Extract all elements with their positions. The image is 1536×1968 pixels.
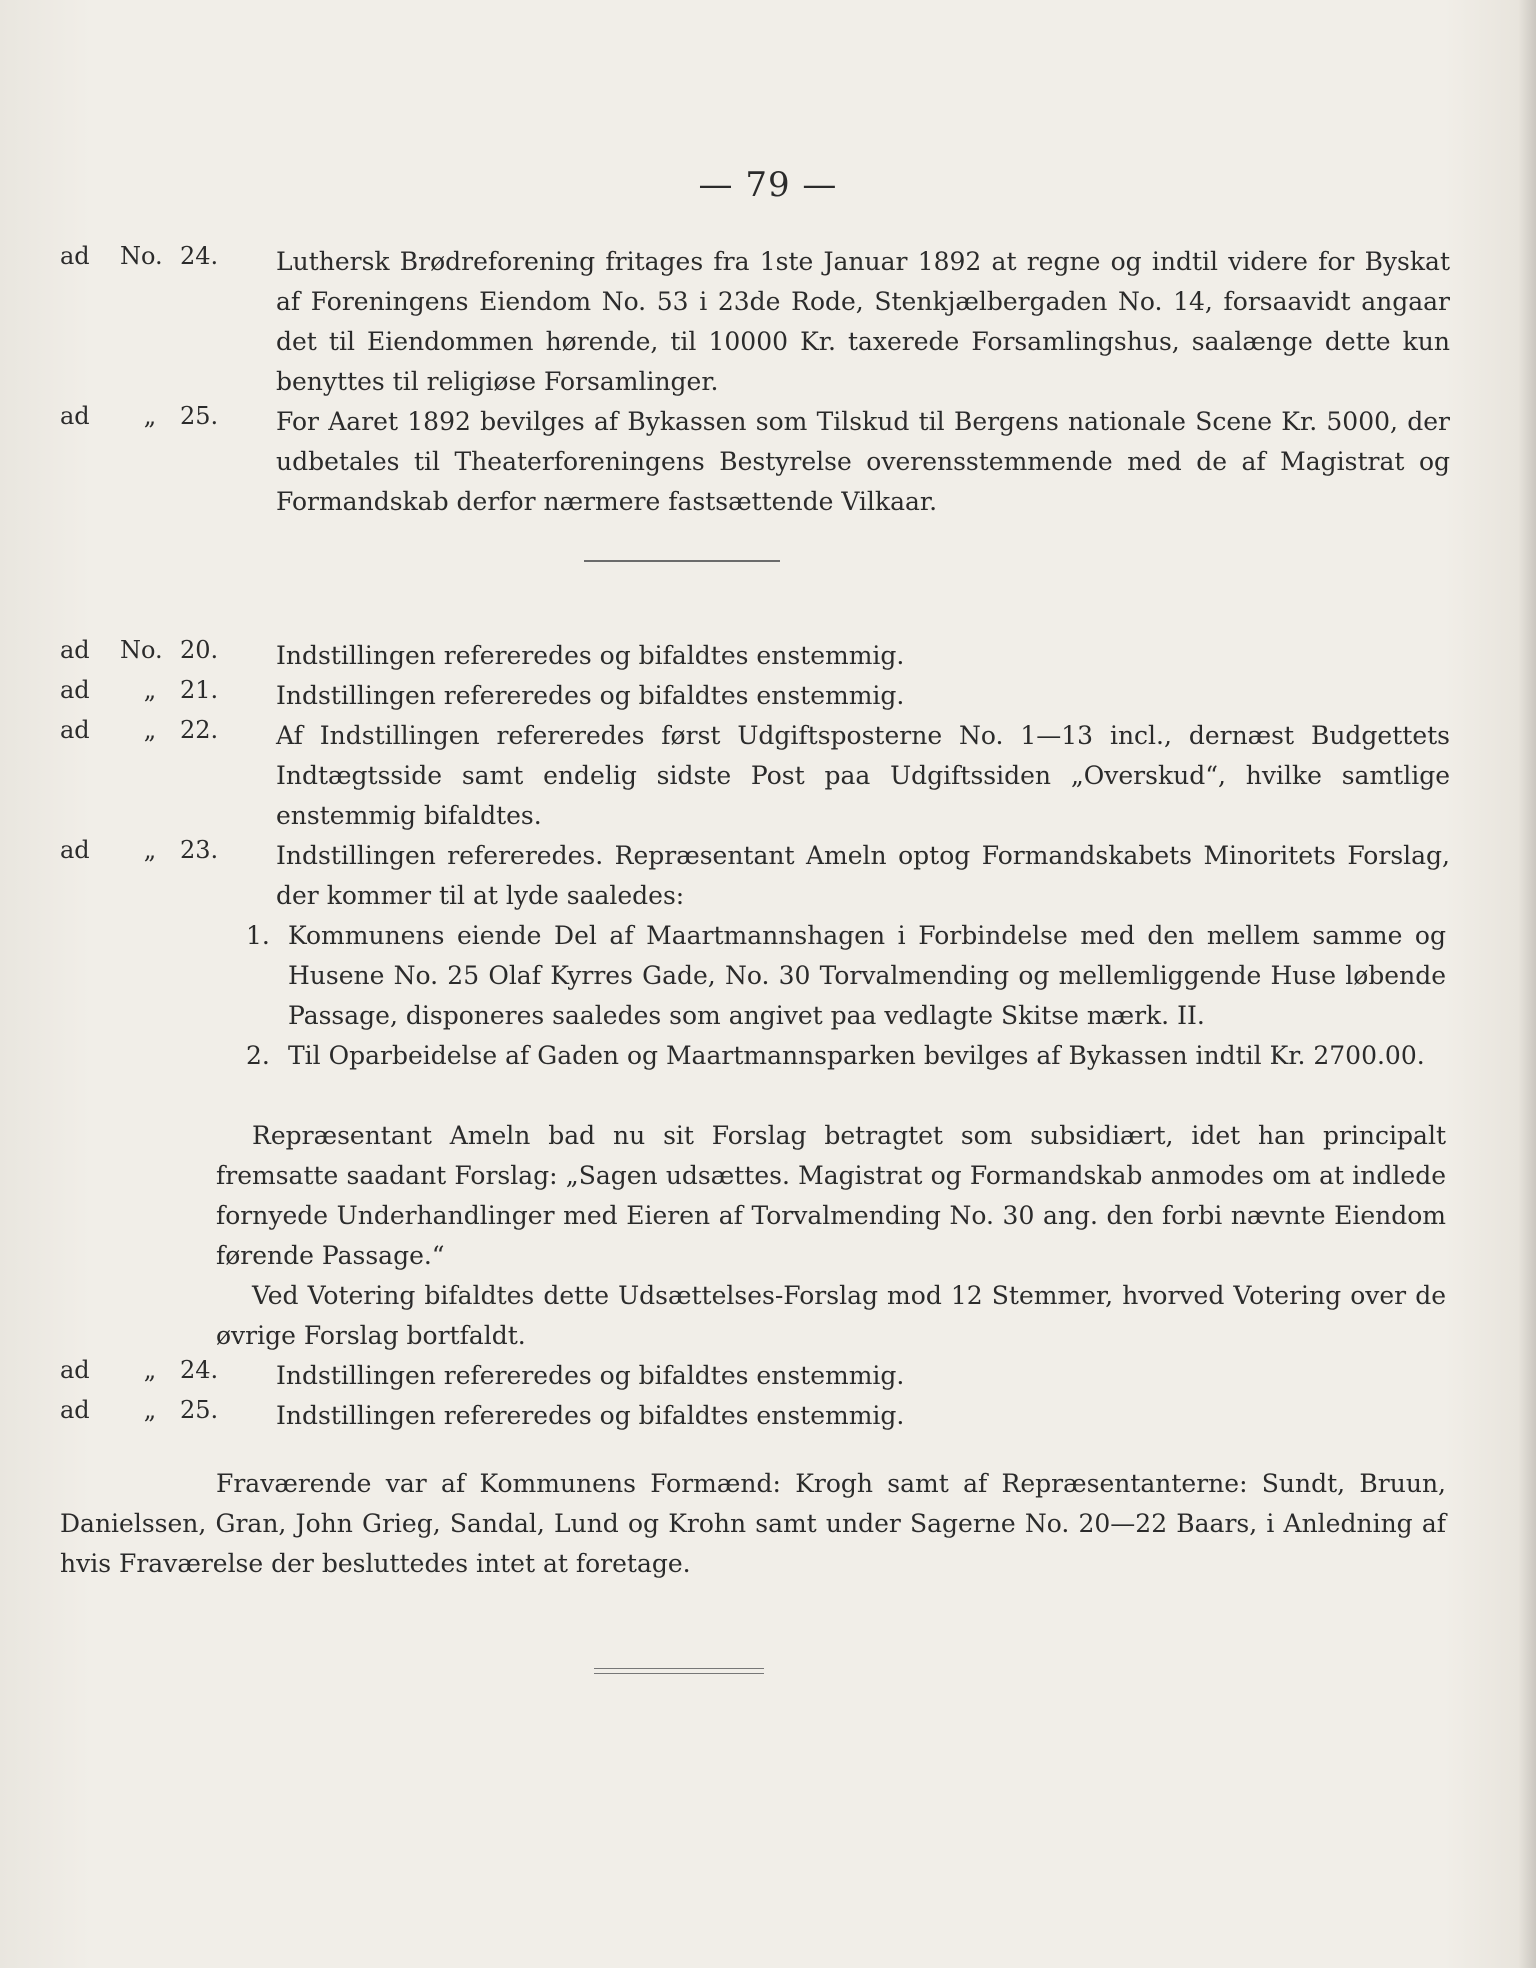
entry-number: 21. [180, 676, 219, 704]
ditto-mark: „ [143, 676, 157, 704]
ditto-mark: „ [143, 402, 157, 430]
entry-number: 22. [180, 716, 219, 744]
proposal-item-2 [246, 1036, 1446, 1076]
page-number: — 79 — [698, 165, 838, 205]
ad-label: ad [60, 1396, 90, 1424]
entry-text: Indstillingen refereredes og bifaldtes enstemmig. [276, 1401, 905, 1430]
entry-number: 25. [180, 402, 219, 430]
item-text: Til Oparbeidelse af Gaden og Maartmannsparken bevilges af Bykassen indtil Kr. 2700.00. [288, 1041, 1425, 1070]
item-text: Kommunens eiende Del af Maartmannshagen i Forbindelse med den mellem samme og Husene No. 25 Olaf Kyrres Gade, No. 30 Torvalmending og mellemliggende Huse løbende Passage, disponeres saaledes som angivet paa vedlagte Skitse mærk. II. [288, 921, 1446, 1030]
proposal-item-1 [246, 916, 1446, 1036]
no-label: No. [120, 242, 163, 270]
ad-label: ad [60, 1356, 90, 1384]
entry-ad-24b [60, 1356, 1450, 1396]
entry-ad-22 [60, 716, 1450, 836]
entry-number: 23. [180, 836, 219, 864]
entry-ad-25b [60, 1396, 1450, 1436]
page-edge-shadow [1518, 0, 1536, 1968]
ad-label: ad [60, 836, 90, 864]
section-divider [584, 560, 780, 562]
entry-number: 25. [180, 1396, 219, 1424]
ad-label: ad [60, 242, 90, 270]
entry-text: Luthersk Brødreforening fritages fra 1ste Januar 1892 at regne og indtil videre for Byskat af Foreningens Eiendom No. 53 i 23de Rode, Stenkjælbergaden No. 14, forsaavidt angaar det til Eiendommen hørende, til 10000 Kr. taxerede Forsamlingshus, saalænge dette kun benyttes til religiøse Forsamlinger. [276, 247, 1450, 396]
entry-text: Indstillingen refereredes og bifaldtes enstemmig. [276, 1361, 905, 1390]
ad-label: ad [60, 676, 90, 704]
end-divider [594, 1668, 764, 1674]
entry-number: 24. [180, 1356, 219, 1384]
item-number: 2. [246, 1041, 270, 1070]
absence-note: Fraværende var af Kommunens Formænd: Krogh samt af Repræsentanterne: Sundt, Bruun, Danielssen, Gran, John Grieg, Sandal, Lund og Krohn samt under Sagerne No. 20—22 Baars, i Anledning af hvis Fraværelse der besluttedes intet at foretage. [60, 1469, 1446, 1578]
entry-text: Indstillingen refereredes og bifaldtes enstemmig. [276, 641, 905, 670]
entry-text: For Aaret 1892 bevilges af Bykassen som Tilskud til Bergens nationale Scene Kr. 5000, der udbetales til Theaterforeningens Bestyrelse overensstemmende med de af Magistrat og Formandskab derfor nærmere fastsættende Vilkaar. [276, 407, 1450, 516]
entry-text: Af Indstillingen refereredes først Udgiftsposterne No. 1—13 incl., dernæst Budgettets Indtægtsside samt endelig sidste Post paa Udgiftssiden „Overskud“, hvilke samtlige enstemmig bifaldtes. [276, 721, 1450, 830]
ditto-mark: „ [143, 716, 157, 744]
ad-label: ad [60, 636, 90, 664]
item-number: 1. [246, 921, 270, 950]
entry-ad-23 [60, 836, 1450, 916]
entry-ad-25 [60, 402, 1450, 522]
entry-number: 24. [180, 242, 219, 270]
ditto-mark: „ [143, 836, 157, 864]
entry-text: Indstillingen refereredes og bifaldtes enstemmig. [276, 681, 905, 710]
entry-ad-20 [60, 636, 1450, 676]
ad-label: ad [60, 402, 90, 430]
ad-label: ad [60, 716, 90, 744]
paragraph-voting: Ved Votering bifaldtes dette Udsættelses-Forslag mod 12 Stemmer, hvorved Votering over de øvrige Forslag bortfaldt. [216, 1281, 1446, 1350]
entry-text: Indstillingen refereredes. Repræsentant Ameln optog Formandskabets Minoritets Forslag, der kommer til at lyde saaledes: [276, 841, 1450, 910]
no-label: No. [120, 636, 163, 664]
paragraph-ameln-proposal: Repræsentant Ameln bad nu sit Forslag betragtet som subsidiært, idet han principalt fremsatte saadant Forslag: „Sagen udsættes. Magistrat og Formandskab anmodes om at indlede fornyede Underhandlinger med Eieren af Torvalmending No. 30 ang. den forbi nævnte Eiendom førende Passage.“ [216, 1121, 1446, 1270]
entry-ad-24 [60, 242, 1450, 402]
entry-number: 20. [180, 636, 219, 664]
ditto-mark: „ [143, 1396, 157, 1424]
entry-ad-21 [60, 676, 1450, 716]
ditto-mark: „ [143, 1356, 157, 1384]
